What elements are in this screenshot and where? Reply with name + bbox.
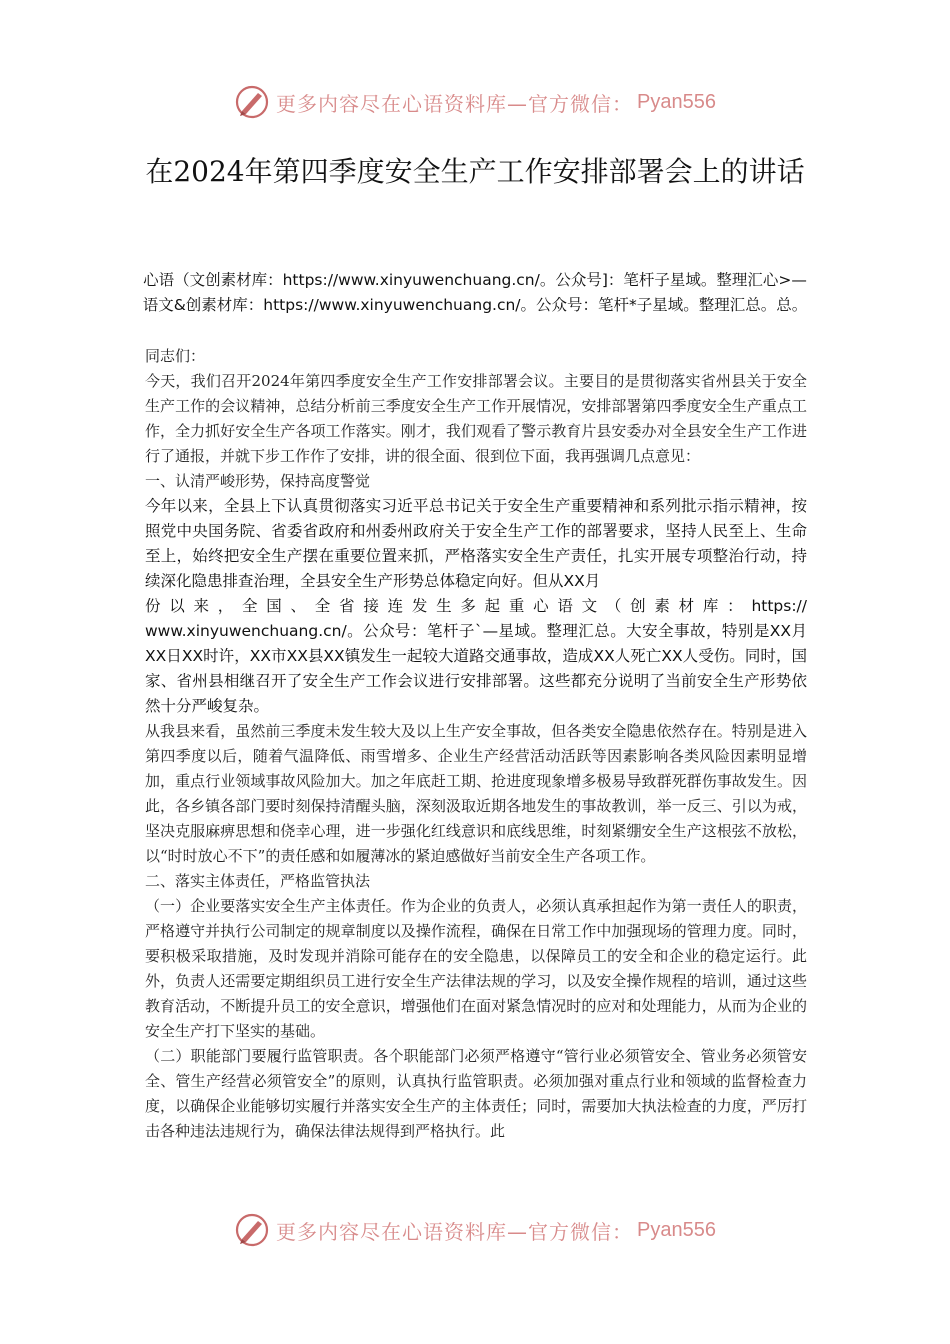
document-body xyxy=(145,344,807,1144)
pen-logo-icon xyxy=(234,1212,270,1248)
source-line: 心语（文创素材库：https://www.xinyuwenchuang.cn/。公众号]：笔杆子星域。整理汇心>—语文&创素材库：https://www.xinyuwenchuang.cn/。公众号：笔杆*子星域。整理汇总。总。 xyxy=(142,271,808,314)
section-2-paragraph-1: （一）企业要落实安全生产主体责任。作为企业的负责人，必须认真承担起作为第一责任人的职责，严格遵守并执行公司制定的规章制度以及操作流程，确保在日常工作中加强现场的管理力度。同时，要积极采取措施，及时发现并消除可能存在的安全隐患，以保障员工的安全和企业的稳定运行。此外，负责人还需要定期组织员工进行安全生产法律法规的学习，以及安全操作规程的培训，通过这些教育活动，不断提升员工的安全意识，增强他们在面对紧急情况时的应对和处理能力，从而为企业的安全生产打下坚实的基础。 xyxy=(145,897,807,1040)
footer-watermark xyxy=(0,1210,950,1250)
section-1-paragraph-1-part-a: 今年以来，全县上下认真贯彻落实习近平总书记关于安全生产重要精神和系列批示指示精神，按照党中央国务院、省委省政府和州委州政府关于安全生产工作的部署要求，坚持人民至上、生命至上，始终把安全生产摆在重要位置来抓，严格落实安全生产责任，扎实开展专项整治行动，持续深化隐患排查治理，全县安全生产形势总体稳定向好。但从XX月 xyxy=(145,497,807,590)
pen-logo-icon xyxy=(234,84,270,120)
watermark-handle: Pyan556 xyxy=(637,1218,716,1241)
section-2-heading: 二、落实主体责任，严格监管执法 xyxy=(145,872,371,890)
section-2-paragraph-2: （二）职能部门要履行监管职责。各个职能部门必须严格遵守“管行业必须管安全、管业务必须管安全、管生产经营必须管安全”的原则，认真执行监管职责。必须加强对重点行业和领域的监督检查力度，以确保企业能够切实履行并落实安全生产的主体责任；同时，需要加大执法检查的力度，严厉打击各种违法违规行为，确保法律法规得到严格执行。此 xyxy=(145,1047,807,1140)
document-title: 在2024年第四季度安全生产工作安排部署会上的讲话 xyxy=(145,155,805,188)
watermark-text: 更多内容尽在心语资料库—官方微信： xyxy=(276,1219,634,1244)
section-1-paragraph-1-part-b: 份以来，全国、全省接连发生多起重心语文（创素材库：https:// xyxy=(145,597,807,615)
watermark-handle: Pyan556 xyxy=(637,90,716,113)
section-1-heading: 一、认清严峻形势，保持高度警觉 xyxy=(145,472,371,490)
section-1-paragraph-2: 从我县来看，虽然前三季度未发生较大及以上生产安全事故，但各类安全隐患依然存在。特别是进入第四季度以后，随着气温降低、雨雪增多、企业生产经营活动活跃等因素影响各类风险因素明显增加，重点行业领域事故风险加大。加之年底赶工期、抢进度现象增多极易导致群死群伤事故发生。因此，各乡镇各部门要时刻保持清醒头脑，深刻汲取近期各地发生的事故教训，举一反三、引以为戒，坚决克服麻痹思想和侥幸心理，进一步强化红线意识和底线思维，时刻紧绷安全生产这根弦不放松，以“时时放心不下”的责任感和如履薄冰的紧迫感做好当前安全生产各项工作。 xyxy=(145,722,807,865)
section-1-paragraph-1 xyxy=(145,494,807,719)
watermark-text: 更多内容尽在心语资料库—官方微信： xyxy=(276,91,634,116)
section-1-paragraph-1-part-c: www.xinyuwenchuang.cn/。公众号：笔杆子`—星域。整理汇总。大安全事故，特别是XX月XX日XX时许，XX市XX县XX镇发生一起较大道路交通事故，造成XX人死亡XX人受伤。同时，国家、省州县相继召开了安全生产工作会议进行安排部署。这些都充分说明了当前安全生产形势依然十分严峻复杂。 xyxy=(145,622,807,715)
intro-paragraph: 今天，我们召开2024年第四季度安全生产工作安排部署会议。主要目的是贯彻落实省州县关于安全生产工作的会议精神，总结分析前三季度安全生产工作开展情况，安排部署第四季度安全生产重点工作，全力抓好安全生产各项工作落实。刚才，我们观看了警示教育片县安委办对全县安全生产工作进行了通报，并就下步工作作了安排，讲的很全面、很到位下面，我再强调几点意见： xyxy=(145,372,807,465)
header-watermark xyxy=(0,82,950,122)
salutation: 同志们： xyxy=(145,347,206,365)
